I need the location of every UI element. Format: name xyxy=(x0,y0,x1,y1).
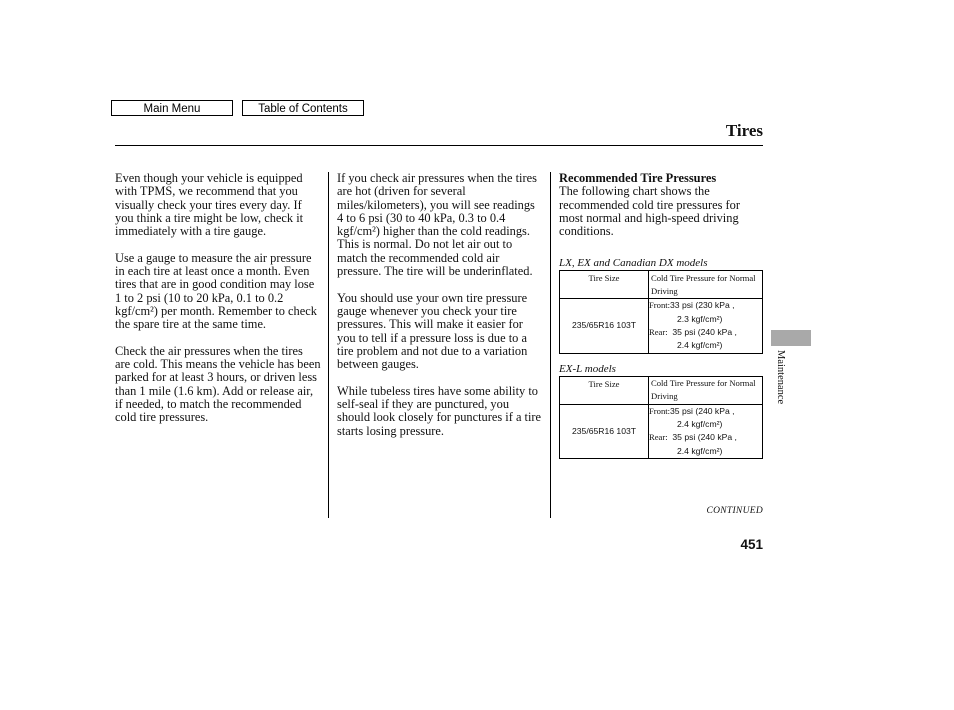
front-value: 35 psi (240 kPa , xyxy=(670,405,735,416)
tire-pressure-table xyxy=(559,270,763,353)
front-value-2: 2.4 kgf/cm²) xyxy=(677,418,723,429)
table-header-tire-size: Tire Size xyxy=(560,271,649,299)
page-title: Tires xyxy=(725,121,763,140)
table-header-pressure xyxy=(649,376,763,404)
main-menu-button[interactable]: Main Menu xyxy=(111,100,233,116)
rear-value: 35 psi (240 kPa , xyxy=(672,432,737,443)
paragraph: Check the air pressures when the tires are cold. This means the vehicle has been parked for at least 3 hours, or driven less than 1 mile (1.6 km). Add or release air, if needed, to match the recommended cold tire pressures. xyxy=(115,343,321,425)
rear-value-2: 2.4 kgf/cm²) xyxy=(677,445,723,456)
front-value: 33 psi (230 kPa , xyxy=(670,300,735,311)
column-divider xyxy=(550,172,551,518)
table-cell-size: 235/65R16 103T xyxy=(560,299,649,353)
table-header-pressure xyxy=(649,271,763,299)
rear-value: 35 psi (240 kPa , xyxy=(672,327,737,338)
text-column-3 xyxy=(559,172,764,459)
text-column-1 xyxy=(115,172,321,438)
title-divider xyxy=(115,145,763,146)
paragraph: The following chart shows the recommended cold tire pressures for most normal and high-speed driving conditions. xyxy=(559,184,740,239)
table-cell-pressure xyxy=(649,299,763,353)
paragraph: Even though your vehicle is equipped with TPMS, we recommend that you visually check your tires every day. If you think a tire might be low, check it immediately with a tire gauge. xyxy=(115,171,304,239)
table-caption: EX-L models xyxy=(559,362,616,375)
paragraph: If you check air pressures when the tires are hot (driven for several miles/kilometers), you will see readings 4 to 6 psi (30 to 40 kPa, 0.3 to 0.4 kgf/cm²) higher than the cold readings. This is normal. Do not let air out to match the recommended cold air pressure. The tire will be underinflated. xyxy=(337,171,537,279)
paragraph: Use a gauge to measure the air pressure in each tire at least once a month. Even tires that are in good condition may lose 1 to 2 psi (10 to 20 kPa, 0.1 to 0.2 kgf/cm²) per month. Remember to check the spare tire at the same time. xyxy=(115,250,317,332)
table-cell-pressure xyxy=(649,404,763,458)
paragraph: You should use your own tire pressure gauge whenever you check your tire pressures. This will make it easier for you to tell if a pressure loss is due to a tire problem and not due to a variation between gauges. xyxy=(337,290,528,372)
header-line: Cold Tire Pressure for xyxy=(651,378,728,389)
rear-value-2: 2.4 kgf/cm²) xyxy=(677,340,723,351)
front-label: Front: xyxy=(649,405,671,416)
table-cell-size: 235/65R16 103T xyxy=(560,404,649,458)
table-caption: LX, EX and Canadian DX models xyxy=(559,257,708,270)
section-heading: Recommended Tire Pressures xyxy=(559,171,717,185)
section-tab-marker xyxy=(771,330,811,346)
paragraph: While tubeless tires have some ability to self-seal if they are punctured, you should look closely for punctures if a tire starts losing pressure. xyxy=(337,383,542,438)
front-value-2: 2.3 kgf/cm²) xyxy=(677,313,723,324)
section-tab-label: Maintenance xyxy=(775,350,786,405)
table-header-tire-size: Tire Size xyxy=(560,376,649,404)
front-label: Front: xyxy=(649,300,671,311)
rear-label: Rear: xyxy=(649,327,668,338)
page-number: 451 xyxy=(740,537,763,552)
header-line: Normal Driving xyxy=(651,378,756,402)
header-line: Normal Driving xyxy=(651,272,756,296)
rear-label: Rear: xyxy=(649,432,668,443)
column-divider xyxy=(328,172,329,518)
continued-label: CONTINUED xyxy=(706,506,763,516)
text-column-2 xyxy=(337,172,542,451)
tire-pressure-table xyxy=(559,376,763,459)
table-of-contents-button[interactable]: Table of Contents xyxy=(242,100,364,116)
header-line: Cold Tire Pressure for xyxy=(651,272,728,283)
